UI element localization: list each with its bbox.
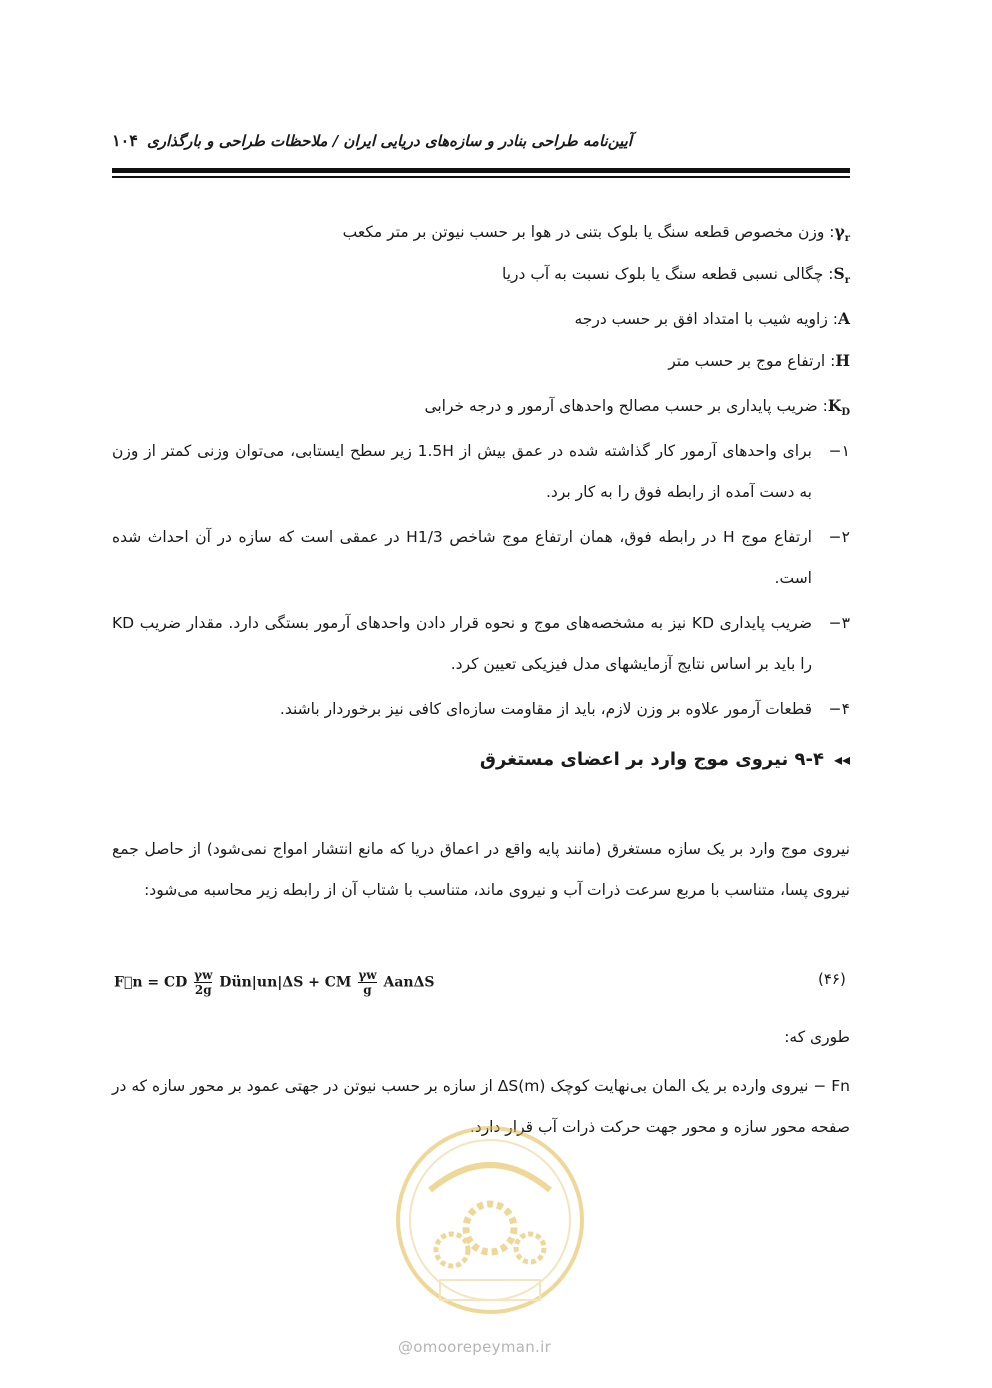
note-number: ۲− [828, 528, 850, 546]
note-item [112, 603, 850, 685]
equation-fraction: $\frac{\gamma w}{g}$ [358, 968, 377, 997]
note-number: ۴− [828, 700, 850, 718]
definition-a [574, 309, 850, 328]
definition-gamma [343, 222, 850, 244]
header-rule-thin [112, 176, 850, 178]
note-number: ۱− [828, 442, 850, 460]
note-text: قطعات آرمور علاوه بر وزن لازم، باید از مقاومت سازه‌ای کافی نیز برخوردار باشند. [279, 700, 812, 718]
header-rule-thick [112, 168, 850, 173]
fn-definition: Fn − نیروی وارده بر یک المان بی‌نهایت کوچک ΔS(m) از سازه بر حسب نیوتن در جهتی عمود بر محور سازه که در صفحه محور سازه و محور جهت حرکت ذرات آب قرار دارد. [112, 1077, 851, 1136]
note-number: ۳− [828, 614, 850, 632]
note-item [112, 689, 850, 730]
definition-symbol: $S_r$ [833, 264, 850, 287]
page-number: ۱۰۴ [112, 131, 138, 150]
where-label: طوری که: [784, 1028, 850, 1046]
definition-text: : ضریب پایداری بر حسب مصالح واحدهای آرمور و درجه خرابی [424, 397, 828, 415]
equation-lhs: F⃗n = CD [114, 974, 188, 991]
definition-text: : وزن مخصوص قطعه سنگ یا بلوک بتنی در هوا بر حسب نیوتن بر متر مکعب [342, 223, 835, 241]
definition-text: : ارتفاع موج بر حسب متر [668, 352, 836, 370]
watermark-logo-icon [390, 1120, 590, 1320]
running-header-title: آیین‌نامه طراحی بنادر و سازه‌های دریایی ایران / ملاحظات طراحی و بارگذاری [146, 132, 632, 150]
equation [114, 968, 435, 997]
definition-kd [424, 396, 850, 418]
definition-symbol: H [835, 351, 850, 370]
equation-number: (۴۶) [818, 970, 846, 988]
watermark-text: @omoorepeyman.ir [398, 1338, 552, 1356]
equation-middle: Dü̇n|un|ΔS + CM [219, 974, 352, 991]
definition-symbol: $K_D$ [827, 396, 850, 419]
note-text: ارتفاع موج H در رابطه فوق، همان ارتفاع موج شاخص H1/3 در عمقی است که سازه در آن احداث شده است. [112, 528, 812, 587]
note-item [112, 517, 850, 599]
note-text: برای واحدهای آرمور کار گذاشته شده در عمق بیش از 1.5H زیر سطح ایستابی، می‌توان وزنی کمتر از وزن به دست آمده از رابطه فوق را به کار برد. [112, 442, 812, 501]
definition-text: : زاویه شیب با امتداد افق بر حسب درجه [574, 310, 838, 328]
definition-h [668, 351, 850, 370]
equation-end: AanΔS [383, 974, 435, 991]
definition-sr [502, 264, 850, 286]
definition-symbol: A [837, 309, 850, 328]
note-item [112, 431, 850, 513]
section-heading [480, 749, 850, 770]
definition-text: : چگالی نسبی قطعه سنگ یا بلوک نسبت به آب دریا [501, 265, 834, 283]
note-text: ضریب پایداری KD نیز به مشخصه‌های موج و نحوه قرار دادن واحدهای آرمور بستگی دارد. مقدار ضریب KD را باید بر اساس نتایج آزمایشهای مدل فیزیکی تعیین کرد. [112, 614, 812, 673]
equation-fraction: $\frac{\gamma w}{2g}$ [194, 968, 213, 997]
definition-symbol: $\gamma_r$ [834, 222, 850, 245]
body-paragraph: نیروی موج وارد بر یک سازه مستغرق (مانند پایه واقع در اعماق دریا که مانع انتشار امواج نمی‌شود) از حاصل جمع نیروی پسا، متناسب با مربع سرعت ذرات آب و نیروی ماند، متناسب با شتاب آن از رابطه زیر محاسبه می‌شود: [112, 840, 850, 899]
section-marker-icon: ◂◂ [833, 750, 850, 769]
section-title: ۹-۴ نیروی موج وارد بر اعضای مستغرق [479, 749, 824, 770]
